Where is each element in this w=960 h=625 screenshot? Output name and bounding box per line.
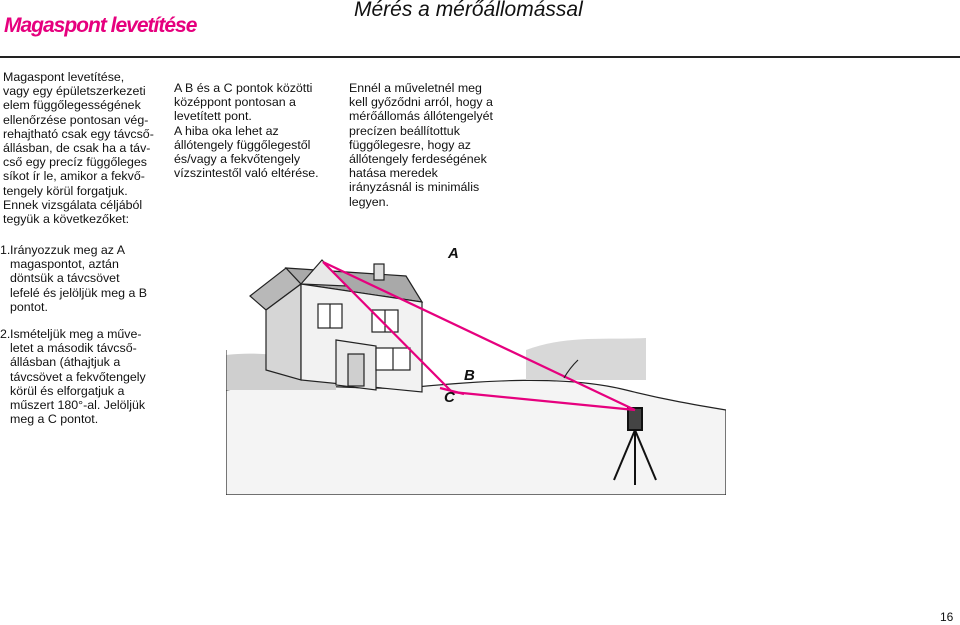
chimney — [374, 264, 384, 280]
label-c: C — [444, 389, 455, 406]
step-1-number: 1. — [0, 243, 11, 257]
page-number: 16 — [940, 610, 954, 624]
header-divider — [0, 56, 960, 58]
step-2-text: Ismételjük meg a műve- letet a második távcső- állásban (áthajtjuk a távcsövet a fekvőtengely körül és elforgatjuk a műszert 180°-al. Jelöljük meg a C pontot. — [10, 327, 146, 427]
distant-hill — [526, 338, 646, 380]
door — [348, 354, 364, 386]
note-paragraph: Ennél a műveletnél meg kell győződni arról, hogy a mérőállomás állótengelyét precízen beállítottuk függőlegesre, hogy az állótengely ferdeségének hatása meredek irányzásnál is minimális legyen. — [349, 81, 493, 209]
ground-hill — [226, 380, 726, 495]
label-a: A — [448, 245, 459, 262]
section-title: Magaspont levetítése — [4, 14, 197, 37]
step-2-number: 2. — [0, 327, 11, 341]
intro-paragraph: Magaspont levetítése, vagy egy épületszerkezeti elem függőlegességének ellenőrzése pontosan vég- rehajtható csak egy távcső- állásban, de csak ha a táv- cső egy precíz függőleges síkot ír le, amikor a fekvő- tengely körül forgatjuk. Ennek vizsgálata céljából tegyük a következőket: — [3, 70, 154, 227]
chapter-title: Mérés a mérőállomással — [354, 0, 583, 21]
step-1-text: Irányozzuk meg az A magaspontot, aztán döntsük a távcsövet lefelé és jelöljük meg a B pontot. — [10, 243, 148, 314]
house — [250, 260, 422, 392]
midpoint-paragraph: A B és a C pontok közötti középpont pontosan a levetített pont. A hiba oka lehet az állótengely függőlegestől és/vagy a fekvőtengely vízszintestől való eltérése. — [174, 81, 319, 181]
projection-illustration — [226, 240, 726, 495]
label-b: B — [464, 367, 475, 384]
